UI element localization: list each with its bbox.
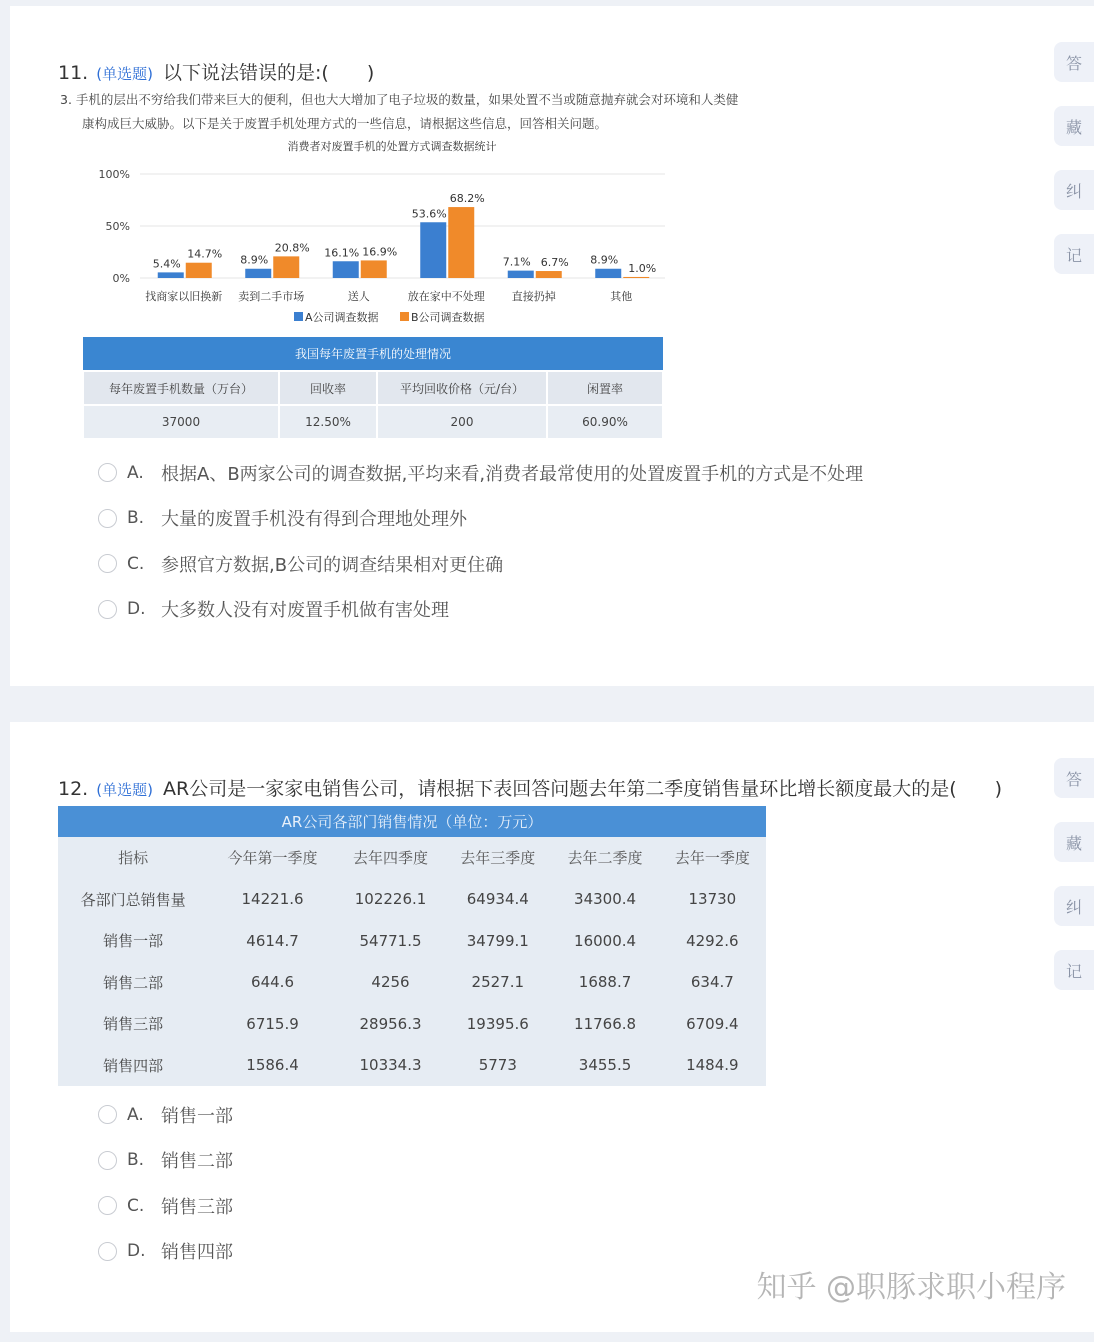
table-cell: 6715.9 <box>246 1014 299 1033</box>
table-header-cell: 闲置率 <box>547 371 663 405</box>
table-header-cell: 去年四季度 <box>353 849 429 868</box>
question-type-tag: (单选题) <box>96 65 153 83</box>
bookmark-button[interactable]: 藏 <box>1054 106 1094 146</box>
table-cell: 64934.4 <box>466 890 529 909</box>
chart-title: 消费者对废置手机的处置方式调查数据统计 <box>287 140 497 153</box>
report-error-button[interactable]: 纠 <box>1054 886 1094 926</box>
table-cell: 14221.6 <box>241 890 304 909</box>
table-cell: 28956.3 <box>359 1014 422 1033</box>
option-text: 根据A、B两家公司的调查数据,平均来看,消费者最常使用的处置废置手机的方式是不处理 <box>161 463 864 485</box>
note-button[interactable]: 记 <box>1054 950 1094 990</box>
option-d[interactable] <box>98 587 863 633</box>
option-letter: B. <box>127 508 145 529</box>
table-cell: 销售四部 <box>103 1056 164 1075</box>
data-label: 16.9% <box>362 245 398 259</box>
disposal-bar-chart <box>80 138 680 328</box>
table-cell: 16000.4 <box>574 931 637 950</box>
answer-button[interactable]: 答 <box>1054 758 1094 798</box>
option-text: 销售二部 <box>161 1151 233 1173</box>
radio-button[interactable] <box>98 1196 117 1215</box>
question-material-image <box>60 86 820 446</box>
radio-button[interactable] <box>98 600 117 619</box>
x-tick-label: 直接扔掉 <box>511 290 556 303</box>
x-tick-label: 找商家以旧换新 <box>145 290 223 303</box>
data-label: 16.1% <box>324 246 360 260</box>
option-b[interactable] <box>98 496 863 542</box>
table-cell: 4256 <box>371 973 410 992</box>
table-cell: 1688.7 <box>578 973 632 992</box>
legend-swatch <box>400 312 409 321</box>
data-label: 14.7% <box>187 247 223 261</box>
bar-a <box>595 269 621 278</box>
option-c[interactable] <box>98 1183 233 1229</box>
table-header-cell: 去年三季度 <box>460 849 536 868</box>
table-row <box>58 1045 766 1087</box>
x-tick-label: 卖到二手市场 <box>238 290 305 303</box>
bar-b <box>361 260 387 278</box>
question-text: 以下说法错误的是:( ) <box>163 62 375 84</box>
option-letter: C. <box>127 1195 145 1216</box>
material-intro-line-1: 3. 手机的层出不穷给我们带来巨大的便利，但也大大增加了电子垃圾的数量，如果处置不当或随意抛弃就会对环境和人类健 <box>60 92 739 107</box>
data-label: 1.0% <box>628 261 657 275</box>
question-title <box>58 774 1002 801</box>
sales-table <box>58 806 766 1086</box>
table-cell: 1586.4 <box>246 1056 299 1075</box>
table-cell: 2527.1 <box>471 973 525 992</box>
table-cell: 4292.6 <box>686 931 739 950</box>
bar-b <box>273 256 299 278</box>
table-cell: 销售三部 <box>103 1015 164 1034</box>
table-cell: 3455.5 <box>578 1056 632 1075</box>
table-cell: 19395.6 <box>466 1014 529 1033</box>
table-row <box>58 962 766 1004</box>
option-letter: D. <box>127 599 146 620</box>
watermark: 知乎 @职豚求职小程序 <box>756 1270 1066 1305</box>
data-label: 68.2% <box>449 192 485 206</box>
radio-button[interactable] <box>98 509 117 528</box>
option-c[interactable] <box>98 541 863 587</box>
question-number: 11. <box>58 62 89 84</box>
question-title <box>58 58 374 85</box>
table-header-cell: 平均回收价格（元/台） <box>377 371 547 405</box>
bar-b <box>448 207 474 278</box>
legend-label: A公司调查数据 <box>305 311 379 324</box>
table-cell: 644.6 <box>251 973 294 992</box>
radio-button[interactable] <box>98 554 117 573</box>
option-letter: B. <box>127 1150 145 1171</box>
table-header-cell: 去年一季度 <box>674 849 750 868</box>
option-letter: A. <box>127 462 144 483</box>
report-error-button[interactable]: 纠 <box>1054 170 1094 210</box>
table-caption: AR公司各部门销售情况（单位：万元） <box>58 806 766 837</box>
table-row <box>58 1003 766 1045</box>
option-text: 大多数人没有对废置手机做有害处理 <box>161 600 449 622</box>
bar-a <box>158 272 184 278</box>
radio-button[interactable] <box>98 1242 117 1261</box>
table-cell: 34300.4 <box>574 890 637 909</box>
bar-a <box>420 222 446 278</box>
option-text: 参照官方数据,B公司的调查结果相对更住确 <box>161 554 504 576</box>
y-tick-label: 0% <box>112 272 130 285</box>
table-row <box>58 879 766 921</box>
table-cell: 13730 <box>688 890 737 909</box>
bar-b <box>186 263 212 278</box>
option-letter: D. <box>127 1241 146 1262</box>
table-cell: 各部门总销售量 <box>80 890 186 909</box>
option-text: 销售四部 <box>161 1242 233 1264</box>
bar-b <box>536 271 562 278</box>
question-text: AR公司是一家家电销售公司，请根据下表回答问题去年第二季度销售量环比增长额度最大的是( ) <box>163 778 1003 800</box>
table-cell: 12.50% <box>279 405 377 439</box>
radio-button[interactable] <box>98 463 117 482</box>
data-label: 7.1% <box>502 255 531 269</box>
answer-options <box>98 1092 233 1274</box>
data-label: 5.4% <box>152 257 181 271</box>
bar-b <box>623 277 649 278</box>
table-cell: 6709.4 <box>686 1014 739 1033</box>
table-cell: 60.90% <box>547 405 663 439</box>
option-text: 销售一部 <box>161 1105 233 1127</box>
option-a[interactable] <box>98 450 863 496</box>
table-header-cell: 指标 <box>118 849 149 868</box>
option-letter: A. <box>127 1104 144 1125</box>
option-a[interactable] <box>98 1092 233 1138</box>
bar-a <box>245 269 271 278</box>
y-tick-label: 50% <box>105 220 130 233</box>
bookmark-button[interactable]: 藏 <box>1054 822 1094 862</box>
table-cell: 634.7 <box>690 973 734 992</box>
material-intro-line-2: 康构成巨大威胁。以下是关于废置手机处理方式的一些信息，请根据这些信息，回答相关问题。 <box>82 116 608 131</box>
table-cell: 5773 <box>478 1056 517 1075</box>
table-header-row <box>58 837 766 879</box>
table-cell: 102226.1 <box>354 890 427 909</box>
x-tick-label: 送人 <box>347 290 370 303</box>
y-tick-label: 100% <box>98 168 130 181</box>
bar-a <box>333 261 359 278</box>
table-cell: 销售一部 <box>103 932 164 951</box>
data-label: 6.7% <box>540 256 569 270</box>
table-header-cell: 今年第一季度 <box>227 849 318 868</box>
table-cell: 1484.9 <box>686 1056 739 1075</box>
question-number: 12. <box>58 778 89 800</box>
table-caption: 我国每年废置手机的处理情况 <box>83 337 663 371</box>
table-cell: 销售二部 <box>103 973 164 992</box>
table-cell: 10334.3 <box>359 1056 422 1075</box>
radio-button[interactable] <box>98 1105 117 1124</box>
bar-a <box>508 271 534 278</box>
data-label: 8.9% <box>240 253 269 267</box>
note-button[interactable]: 记 <box>1054 234 1094 274</box>
table-cell: 54771.5 <box>359 931 422 950</box>
answer-button[interactable]: 答 <box>1054 42 1094 82</box>
question-type-tag: (单选题) <box>96 781 153 799</box>
table-cell: 200 <box>377 405 547 439</box>
legend-label: B公司调查数据 <box>411 311 485 324</box>
data-label: 53.6% <box>411 207 447 221</box>
question-card-12 <box>10 722 1094 1332</box>
option-text: 大量的废置手机没有得到合理地处理外 <box>161 509 467 531</box>
radio-button[interactable] <box>98 1151 117 1170</box>
table-header-cell: 去年二季度 <box>567 849 643 868</box>
option-letter: C. <box>127 553 145 574</box>
data-label: 20.8% <box>274 241 310 255</box>
option-b[interactable] <box>98 1138 233 1184</box>
answer-options <box>98 450 863 632</box>
table-cell: 34799.1 <box>466 931 529 950</box>
x-tick-label: 放在家中不处理 <box>407 290 485 303</box>
option-d[interactable] <box>98 1229 233 1275</box>
question-card-11 <box>10 6 1094 686</box>
table-cell: 37000 <box>83 405 279 439</box>
legend-swatch <box>294 312 303 321</box>
table-row <box>58 920 766 962</box>
table-header-cell: 回收率 <box>279 371 377 405</box>
table-cell: 11766.8 <box>574 1014 637 1033</box>
option-text: 销售三部 <box>161 1196 233 1218</box>
x-tick-label: 其他 <box>610 290 633 303</box>
data-label: 8.9% <box>590 253 619 267</box>
disposal-stats-table <box>82 337 664 440</box>
table-cell: 4614.7 <box>246 931 299 950</box>
table-header-cell: 每年废置手机数量（万台） <box>83 371 279 405</box>
